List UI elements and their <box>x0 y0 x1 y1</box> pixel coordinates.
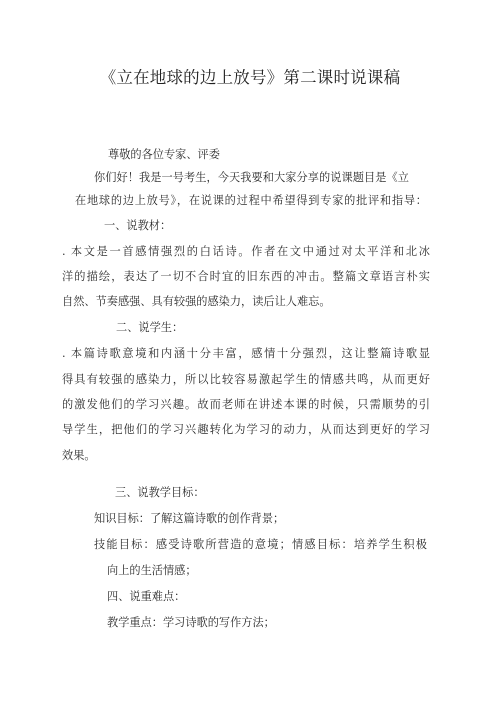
section-heading-textbook: 一、说教材： <box>104 219 172 232</box>
section1-paragraph-line-3: 自然、节奏感强、具有较强的感染力，读后让人难忘。 <box>62 295 331 308</box>
intro-line-2: 在地球的边上放号》，在说课的过程中希望得到专家的批评和指导： <box>75 194 427 207</box>
section-heading-key-points: 四、说重难点： <box>107 590 186 603</box>
section2-paragraph-line-2: 得具有较强的感染力，所以比较容易激起学生的情感共鸣，从而更好 <box>62 373 430 386</box>
teaching-focus: 教学重点：学习诗歌的写作方法； <box>107 616 275 629</box>
section2-paragraph-line-5: 效果。 <box>62 449 96 462</box>
skill-objective-line-1: 技能目标：感受诗歌所营造的意境；情感目标：培养学生积极 <box>94 538 427 551</box>
skill-objective-line-2: 向上的生活情感； <box>107 564 197 577</box>
knowledge-objective: 知识目标：了解这篇诗歌的创作背景； <box>94 512 285 525</box>
section1-paragraph-line-1: . 本文是一首感情强烈的白话诗。作者在文中通过对太平洋和北冰 <box>62 245 430 258</box>
section2-paragraph-line-1: . 本篇诗歌意境和内涵十分丰富，感情十分强烈，这让整篇诗歌显 <box>62 347 430 360</box>
page-title: 《立在地球的边上放号》第二课时说课稿 <box>99 68 401 87</box>
section-heading-students: 二、说学生： <box>116 321 184 334</box>
section-heading-objectives: 三、说教学目标： <box>115 486 205 499</box>
section1-paragraph-line-2: 洋的描绘，表达了一切不合时宜的旧东西的冲击。整篇文章语言朴实 <box>62 270 430 283</box>
section2-paragraph-line-4: 导学生，把他们的学习兴趣转化为学习的动力，从而达到更好的学习 <box>62 423 430 436</box>
intro-line-1: 你们好！我是一号考生，今天我要和大家分享的说课题目是《立 <box>94 171 409 184</box>
salutation: 尊敬的各位专家、评委 <box>108 148 220 161</box>
section2-paragraph-line-3: 的激发他们的学习兴趣。故而老师在讲述本课的时候，只需顺势的引 <box>62 398 430 411</box>
